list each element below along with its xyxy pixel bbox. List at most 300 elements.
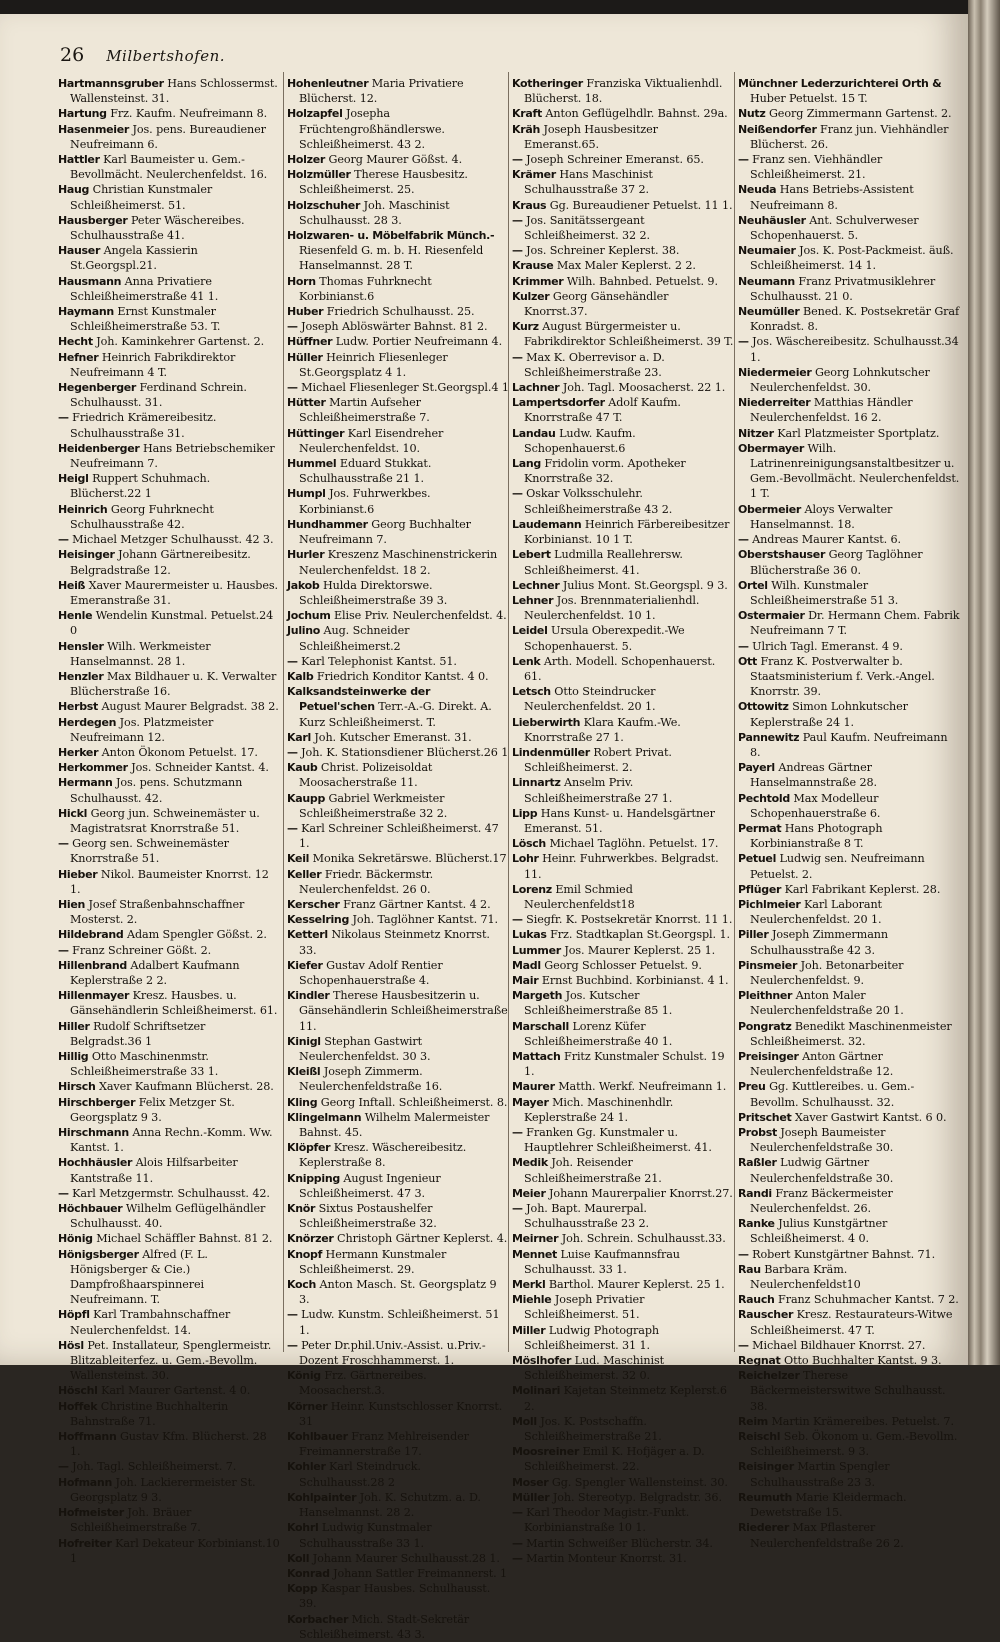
entry-surname: Niederreiter xyxy=(738,396,811,410)
entry-surname: Ostermaier xyxy=(738,609,805,623)
directory-entry xyxy=(287,517,509,547)
entry-details: Joh. Tagl. Schleißheimerst. 7. xyxy=(72,1460,237,1474)
entry-surname: Hillenmayer xyxy=(58,989,130,1003)
entry-details: Hans Maschinist Schulhausstraße 37 2. xyxy=(524,168,653,197)
directory-entry xyxy=(738,502,960,532)
directory-entry xyxy=(512,122,734,152)
entry-surname: Kohler xyxy=(287,1460,326,1474)
entry-surname: Letsch xyxy=(512,685,551,699)
directory-entry xyxy=(287,1064,509,1094)
entry-surname: Rauch xyxy=(738,1293,775,1307)
entry-details: Simon Lohnkutscher Keplerstraße 24 1. xyxy=(750,700,908,729)
entry-details: Franz Schreiner Gößt. 2. xyxy=(72,943,212,957)
directory-entry xyxy=(58,1049,280,1079)
directory-entry xyxy=(58,1201,280,1231)
directory-entry xyxy=(738,1307,960,1337)
directory-entry xyxy=(512,1247,734,1277)
directory-entry xyxy=(738,958,960,988)
directory-entry xyxy=(738,1520,960,1550)
directory-entry xyxy=(287,1520,509,1550)
entry-surname: Rau xyxy=(738,1262,761,1276)
entry-details: Hermann Kunstmaler Schleißheimerst. 29. xyxy=(299,1247,447,1276)
directory-entry xyxy=(512,1353,734,1383)
entry-details: Alois Hilfsarbeiter Kantstraße 11. xyxy=(70,1156,238,1185)
entry-details: Joseph Privatier Schleißheimerst. 51. xyxy=(524,1293,645,1322)
directory-entry xyxy=(287,152,509,167)
entry-details: Gabriel Werkmeister Schleißheimerstraße 32 2. xyxy=(299,791,448,820)
entry-surname: Konrad xyxy=(287,1566,330,1580)
entry-details: Robert Privat. Schleißheimerst. 2. xyxy=(524,745,672,775)
entry-surname: Müller xyxy=(512,1490,550,1504)
entry-surname: Holzschuher xyxy=(287,198,361,212)
entry-details: Barbara Kräm. Neulerchenfeldst10 xyxy=(750,1262,861,1292)
directory-entry xyxy=(287,867,509,897)
entry-surname: — xyxy=(512,213,523,227)
entry-details: Joseph Ablöswärter Bahnst. 81 2. xyxy=(301,320,488,334)
directory-entry xyxy=(58,760,280,775)
directory-entry xyxy=(58,1186,280,1201)
entry-surname: Knipping xyxy=(287,1171,340,1185)
entry-surname: Neumaier xyxy=(738,244,796,258)
entry-surname: Raßler xyxy=(738,1156,777,1170)
directory-entry xyxy=(738,1125,960,1155)
entry-details: Jos. Brennmaterialienhdl. Neulerchenfeldst. 10 1. xyxy=(524,593,700,623)
directory-entry xyxy=(287,395,509,425)
entry-details: Wilhelm Malermeister Bahnst. 45. xyxy=(299,1110,490,1140)
directory-entry xyxy=(58,76,280,106)
entry-surname: Marschall xyxy=(512,1019,569,1033)
entry-details: Franz Mehlreisender Freimannerstraße 17. xyxy=(299,1430,469,1459)
directory-entry xyxy=(287,654,509,669)
entry-surname: Hegenberger xyxy=(58,381,137,395)
directory-entry xyxy=(738,122,960,152)
entry-surname: Ottowitz xyxy=(738,700,789,714)
entry-surname: Probst xyxy=(738,1126,777,1140)
entry-details: Xaver Kaufmann Blücherst. 28. xyxy=(98,1080,274,1094)
directory-entry xyxy=(58,775,280,805)
directory-entry xyxy=(512,943,734,958)
entry-details: Christian Kunstmaler Schleißheimerst. 51. xyxy=(70,183,213,212)
entry-surname: Randi xyxy=(738,1186,772,1200)
entry-details: Karl Steindruck. Schulhausst.28 2 xyxy=(299,1460,421,1489)
entry-details: Ruppert Schuhmach. Blücherst.22 1 xyxy=(70,472,211,501)
entry-details: Martin Monteur Knorrst. 31. xyxy=(526,1551,687,1565)
entry-surname: Meirner xyxy=(512,1232,559,1246)
entry-surname: Jakob xyxy=(287,578,320,592)
directory-entry xyxy=(287,76,509,106)
entry-details: Kreszenz Maschinenstrickerin Neulerchenfeldst. 18 2. xyxy=(299,548,498,577)
directory-entry xyxy=(287,669,509,684)
entry-details: Gg. Bureaudiener Petuelst. 11 1. xyxy=(549,198,733,212)
entry-details: Kresz. Hausbes. u. Gänsehändlerin Schleißheimerst. 61. xyxy=(70,989,278,1018)
entry-details: Jos. Sanitätssergeant Schleißheimerst. 32 2. xyxy=(524,213,650,243)
entry-surname: — xyxy=(287,745,298,759)
entry-details: Joh. Bräuer Schleißheimerstraße 7. xyxy=(70,1506,201,1535)
directory-entry xyxy=(58,547,280,577)
directory-entry xyxy=(512,258,734,273)
entry-surname: Holzapfel xyxy=(287,107,343,121)
directory-entry xyxy=(512,1551,734,1566)
directory-entry xyxy=(287,1581,509,1611)
directory-entry xyxy=(512,1079,734,1094)
entry-surname: Kulzer xyxy=(512,289,550,303)
page-number: 26 xyxy=(60,44,85,66)
entry-details: Hans Schlossermst. Wallensteinst. 31. xyxy=(70,77,278,106)
directory-entry xyxy=(738,760,960,790)
entry-details: Anton Geflügelhdlr. Bahnst. 29a. xyxy=(545,107,728,121)
entry-details: Franziska Viktualienhdl. Blücherst. 18. xyxy=(524,77,723,106)
entry-details: Jos. pens. Schutzmann Schulhausst. 42. xyxy=(70,776,243,805)
entry-details: Karl Trambahnschaffner Neulerchenfeldst. 14. xyxy=(70,1308,231,1337)
entry-details: Karl Platzmeister Sportplatz. xyxy=(777,426,940,440)
directory-entry xyxy=(738,1247,960,1262)
entry-surname: Lampertsdorfer xyxy=(512,396,605,410)
directory-entry xyxy=(58,927,280,942)
entry-surname: Hartmannsgruber xyxy=(58,77,164,90)
directory-entry xyxy=(512,486,734,516)
entry-surname: Obermayer xyxy=(738,441,805,455)
entry-details: Therese Bäckermeisterswitwe Schulhausst. 38. xyxy=(750,1369,946,1413)
entry-details: Joh. Lackierermeister St. Georgsplatz 9 3. xyxy=(70,1475,256,1504)
entry-surname: — xyxy=(512,1551,523,1565)
directory-entry xyxy=(287,988,509,1034)
entry-surname: Pongratz xyxy=(738,1019,792,1033)
entry-surname: Permat xyxy=(738,821,782,835)
entry-surname: — xyxy=(738,1247,749,1261)
entry-details: Ferdinand Schrein. Schulhausst. 31. xyxy=(70,381,247,410)
directory-entry xyxy=(58,806,280,836)
entry-surname: Hurler xyxy=(287,548,325,562)
entry-details: Dr. Hermann Chem. Fabrik Neufreimann 7 T. xyxy=(750,609,960,638)
directory-entry xyxy=(58,988,280,1018)
directory-entry xyxy=(287,274,509,304)
entry-surname: Pechtold xyxy=(738,791,790,805)
entry-details: Anton Gärtner Neulerchenfeldstraße 12. xyxy=(750,1050,894,1079)
directory-entry xyxy=(512,927,734,942)
entry-surname: Ketterl xyxy=(287,928,328,942)
directory-entry xyxy=(738,106,960,121)
entry-surname: Ranke xyxy=(738,1217,775,1231)
directory-entry xyxy=(738,426,960,441)
entry-details: Ludw. Kunstm. Schleißheimerst. 51 1. xyxy=(299,1308,500,1337)
entry-details: Georg jun. Schweinemäster u. Magistratsrat Knorrstraße 51. xyxy=(70,806,260,835)
entry-surname: — xyxy=(287,1308,298,1322)
directory-entry xyxy=(738,1338,960,1353)
entry-surname: Mattach xyxy=(512,1050,561,1063)
entry-surname: Herdegen xyxy=(58,715,117,729)
entry-details: Wilhelm Geflügelhändler Schulhausst. 40. xyxy=(70,1202,266,1231)
directory-entry xyxy=(287,623,509,653)
directory-entry xyxy=(58,122,280,152)
entry-details: Hulda Direktorswe. Schleißheimerstraße 39 3. xyxy=(299,578,448,607)
entry-surname: Hildebrand xyxy=(58,928,124,942)
entry-surname: Lummer xyxy=(512,943,561,957)
entry-surname: — xyxy=(58,533,69,547)
entry-surname: Neumann xyxy=(738,274,795,288)
directory-entry xyxy=(58,699,280,714)
entry-surname: Hieber xyxy=(58,867,98,881)
entry-surname: Kohrl xyxy=(287,1521,319,1535)
directory-entry xyxy=(287,380,509,395)
entry-surname: — xyxy=(58,837,69,851)
directory-entry xyxy=(287,456,509,486)
directory-entry xyxy=(287,1338,509,1368)
directory-entry xyxy=(287,1459,509,1489)
entry-details: Ludw. Kaufm. Schopenhauerst.6 xyxy=(524,426,636,455)
entry-surname: Oberstshauser xyxy=(738,548,826,562)
directory-entry xyxy=(287,730,509,745)
entry-surname: Hirschmann xyxy=(58,1126,129,1140)
entry-details: Friedrich Konditor Kantst. 4 0. xyxy=(316,669,489,683)
entry-details: Seb. Ökonom u. Gem.-Bevollm. Schleißheimerst. 9 3. xyxy=(750,1430,958,1459)
entry-surname: — xyxy=(512,487,523,501)
entry-details: Joh. Stereotyp. Belgradstr. 36. xyxy=(552,1490,722,1504)
entry-surname: Körner xyxy=(287,1399,328,1413)
entry-details: Ludmilla Reallehrersw. Schleißheimerst. 41. xyxy=(524,548,683,577)
entry-details: Karl Telephonist Kantst. 51. xyxy=(301,654,457,668)
entry-surname: — xyxy=(738,335,749,349)
directory-entry xyxy=(738,882,960,897)
directory-entry xyxy=(58,943,280,958)
entry-surname: Kleißl xyxy=(287,1065,321,1079)
entry-details: Max K. Oberrevisor a. D. Schleißheimerstraße 23. xyxy=(524,350,665,379)
entry-surname: Knopf xyxy=(287,1247,323,1261)
entry-details: Jos. Fuhrwerkbes. Korbinianst.6 xyxy=(299,487,431,516)
directory-entry xyxy=(512,1292,734,1322)
entry-surname: Moser xyxy=(512,1475,549,1489)
directory-entry xyxy=(287,958,509,988)
entry-surname: — xyxy=(738,1338,749,1352)
entry-surname: Moosreiner xyxy=(512,1445,579,1459)
entry-details: Christoph Gärtner Keplerst. 4. xyxy=(337,1232,508,1246)
directory-entry xyxy=(512,456,734,486)
entry-surname: Medik xyxy=(512,1156,548,1170)
directory-entry xyxy=(512,289,734,319)
directory-entry xyxy=(58,334,280,349)
entry-details: Pet. Installateur, Spenglermeistr. Blitzableiterfez. u. Gem.-Bevollm. Wallensteinst. 30. xyxy=(70,1338,272,1383)
entry-surname: Pinsmeier xyxy=(738,958,798,972)
entry-details: Bened. K. Postsekretär Graf Konradst. 8. xyxy=(750,305,960,334)
entry-details: Max Bildhauer u. K. Verwalter Blücherstraße 16. xyxy=(70,669,277,699)
entry-surname: Horn xyxy=(287,274,316,288)
entry-details: Heinr. Kunstschlosser Knorrst. 31 xyxy=(299,1399,503,1428)
directory-entry xyxy=(738,395,960,425)
entry-details: Jos. Kutscher Schleißheimerstraße 85 1. xyxy=(524,989,673,1018)
entry-surname: Klingelmann xyxy=(287,1110,362,1124)
entry-details: Heinrich Färbereibesitzer Korbinianst. 10 1 T. xyxy=(524,517,730,547)
directory-entry xyxy=(512,1049,734,1079)
entry-surname: Reischl xyxy=(738,1430,781,1444)
entry-surname: Kraus xyxy=(512,198,547,212)
entry-details: Alfred (F. L. Hönigsberger & Cie.) Dampfroßhaarspinnerei Neufreimann. T. xyxy=(70,1247,208,1307)
entry-surname: Kaupp xyxy=(287,791,326,805)
entry-surname: Krämer xyxy=(512,168,556,182)
entry-surname: Kohlbauer xyxy=(287,1430,348,1444)
entry-details: Franz Gärtner Kantst. 4 2. xyxy=(343,897,491,911)
directory-entry xyxy=(512,1383,734,1413)
directory-entry xyxy=(738,1490,960,1520)
directory-entry xyxy=(58,1079,280,1094)
directory-entry xyxy=(58,608,280,638)
entry-surname: Maurer xyxy=(512,1080,555,1094)
entry-surname: Neumüller xyxy=(738,305,800,319)
directory-entry xyxy=(512,958,734,973)
entry-surname: — xyxy=(287,1338,298,1352)
entry-details: Joh. K. Stationsdiener Blücherst.26 1 xyxy=(301,745,509,759)
directory-entry xyxy=(58,1475,280,1505)
entry-details: Wilh. Latrinenreinigungsanstaltbesitzer u. Gem.-Bevollmächt. Neulerchenfeldst. 1 T. xyxy=(750,441,960,501)
entry-details: August Bürgermeister u. Fabrikdirektor Schleißheimerst. 39 T. xyxy=(524,320,734,349)
directory-entry xyxy=(512,851,734,881)
entry-details: Joseph Baumeister Neulerchenfeldstraße 30. xyxy=(750,1126,894,1155)
directory-entry xyxy=(287,228,509,274)
entry-surname: Reim xyxy=(738,1414,768,1428)
directory-entry xyxy=(512,547,734,577)
directory-entry xyxy=(738,730,960,760)
entry-details: Heinrich Fliesenleger St.Georgsplatz 4 1. xyxy=(299,350,448,379)
entry-details: Heinrich Fabrikdirektor Neufreimann 4 T. xyxy=(70,350,236,379)
entry-surname: Riederer xyxy=(738,1521,789,1535)
entry-surname: Holzmüller xyxy=(287,168,351,182)
directory-entry xyxy=(512,973,734,988)
entry-surname: Miller xyxy=(512,1323,546,1337)
directory-entry xyxy=(287,851,509,866)
directory-entry xyxy=(287,1110,509,1140)
entry-details: Anton Ökonom Petuelst. 17. xyxy=(101,745,258,759)
entry-surname: Haug xyxy=(58,183,90,197)
entry-details: Josef Straßenbahnschaffner Mosterst. 2. xyxy=(70,897,245,927)
entry-details: Fridolin vorm. Apotheker Knorrstraße 32. xyxy=(524,457,686,486)
entry-details: Martin Schweißer Blücherstr. 34. xyxy=(526,1536,713,1550)
entry-surname: Heigl xyxy=(58,472,89,486)
entry-details: Aloys Verwalter Hanselmannst. 18. xyxy=(750,502,893,531)
directory-entry xyxy=(738,821,960,851)
directory-entry xyxy=(287,1140,509,1170)
directory-entry xyxy=(512,380,734,395)
scan-top-edge xyxy=(0,0,1000,14)
directory-entry xyxy=(287,745,509,760)
directory-entry xyxy=(738,365,960,395)
book-edge xyxy=(968,0,1000,1365)
column-divider xyxy=(283,72,284,1352)
entry-surname: Huber xyxy=(287,305,324,319)
entry-details: Karl Laborant Neulerchenfeldst. 20 1. xyxy=(750,897,882,927)
entry-details: Ludwig sen. Neufreimann Petuelst. 2. xyxy=(750,852,925,881)
entry-details: Georg Zimmermann Gartenst. 2. xyxy=(768,107,952,121)
entry-details: Paul Kaufm. Neufreimann 8. xyxy=(750,730,948,759)
directory-entry xyxy=(58,441,280,471)
entry-surname: Leidel xyxy=(512,624,548,638)
entry-surname: — xyxy=(58,943,69,957)
directory-entry xyxy=(512,1231,734,1246)
entry-surname: Korbacher xyxy=(287,1612,349,1626)
entry-details: Aug. Schneider Schleißheimerst.2 xyxy=(299,624,410,653)
entry-details: Martin Spengler Schulhausstraße 23 3. xyxy=(750,1460,890,1489)
entry-details: Heinr. Fuhrwerkbes. Belgradst. 11. xyxy=(524,852,719,881)
directory-entry xyxy=(287,486,509,516)
directory-entry xyxy=(512,684,734,714)
entry-surname: Mair xyxy=(512,973,539,987)
entry-details: Josepha Früchtengroßhändlerswe. Schleißheimerst. 43 2. xyxy=(299,107,445,151)
entry-surname: Hofmann xyxy=(58,1475,112,1489)
entry-surname: Moll xyxy=(512,1414,537,1428)
directory-entry xyxy=(58,578,280,608)
entry-surname: Knörzer xyxy=(287,1232,334,1246)
directory-entry xyxy=(58,1231,280,1246)
directory-entry xyxy=(738,1459,960,1489)
entry-details: Adolf Kaufm. Knorrstraße 47 T. xyxy=(524,396,681,425)
entry-surname: Preisinger xyxy=(738,1050,799,1063)
entry-details: Gg. Kuttlereibes. u. Gem.-Bevollm. Schulhausst. 32. xyxy=(750,1080,915,1109)
directory-entry xyxy=(58,1155,280,1185)
entry-surname: Lachner xyxy=(512,381,560,395)
entry-details: Therese Hausbesitz. Schleißheimerst. 25. xyxy=(299,168,468,197)
entry-details: Jos. Wäschereibesitz. Schulhausst.34 1. xyxy=(750,335,959,364)
directory-entry xyxy=(287,350,509,380)
entry-surname: Pleithner xyxy=(738,989,793,1003)
entry-details: Michael Schäffler Bahnst. 81 2. xyxy=(96,1232,273,1246)
entry-surname: Heinrich xyxy=(58,502,108,516)
directory-entry xyxy=(738,1079,960,1109)
directory-entry xyxy=(58,836,280,866)
entry-details: Otto Buchhalter Kantst. 9 3. xyxy=(784,1354,942,1368)
entry-surname: Hoffek xyxy=(58,1399,98,1413)
entry-surname: Molinari xyxy=(512,1384,561,1398)
directory-entry xyxy=(512,350,734,380)
entry-details: Georg Buchhalter Neufreimann 7. xyxy=(299,517,471,547)
entry-details: Sixtus Postaushelfer Schleißheimerstraße 32. xyxy=(299,1202,437,1231)
entry-details: Arth. Modell. Schopenhauerst. 61. xyxy=(524,654,716,683)
entry-surname: Lindenmüller xyxy=(512,745,590,759)
entry-surname: Hirsch xyxy=(58,1080,96,1094)
entry-details: Karl Metzgermstr. Schulhausst. 42. xyxy=(72,1186,270,1200)
entry-surname: Hummel xyxy=(287,457,337,471)
entry-surname: Lieberwirth xyxy=(512,715,581,729)
directory-entry xyxy=(287,1399,509,1429)
entry-details: Georg Lohnkutscher Neulerchenfeldst. 30. xyxy=(750,365,930,395)
entry-details: Joh. Bapt. Maurerpal. Schulhausstraße 23 2. xyxy=(524,1202,650,1231)
entry-surname: Kesselring xyxy=(287,913,350,927)
entry-details: Riesenfeld G. m. b. H. Riesenfeld Hanselmannst. 28 T. xyxy=(299,244,484,273)
entry-details: Luise Kaufmannsfrau Schulhausst. 33 1. xyxy=(524,1247,680,1276)
directory-entry xyxy=(512,426,734,456)
entry-surname: Hartung xyxy=(58,107,107,121)
entry-details: Christine Buchhalterin Bahnstraße 71. xyxy=(70,1399,229,1428)
entry-surname: Haymann xyxy=(58,305,114,319)
entry-surname: Koll xyxy=(287,1551,310,1565)
entry-surname: Jochum xyxy=(287,609,331,623)
directory-entry xyxy=(512,1019,734,1049)
entry-surname: Holzer xyxy=(287,153,326,167)
entry-surname: Höschl xyxy=(58,1384,98,1398)
entry-details: Jos. Platzmeister Neufreimann 12. xyxy=(70,715,214,744)
entry-details: August Maurer Belgradst. 38 2. xyxy=(101,700,279,714)
entry-surname: Lehner xyxy=(512,593,554,607)
directory-entry xyxy=(58,1125,280,1155)
entry-surname: Kling xyxy=(287,1095,318,1109)
entry-details: Christ. Polizeisoldat Moosacherstraße 11. xyxy=(299,761,433,790)
entry-details: Lud. Maschinist Schleißheimerst. 32 0. xyxy=(524,1354,665,1383)
entry-details: Joh. Kaminkehrer Gartenst. 2. xyxy=(96,335,265,349)
entry-details: Therese Hausbesitzerin u. Gänsehändlerin Schleißheimerstraße 11. xyxy=(299,989,508,1033)
entry-details: Frz. Gärtnereibes. Moosacherst.3. xyxy=(299,1369,427,1398)
directory-entry xyxy=(512,1323,734,1353)
directory-entry xyxy=(287,912,509,927)
directory-entry xyxy=(512,578,734,593)
directory-column-2 xyxy=(287,76,509,1641)
entry-details: Angela Kassierin St.Georgspl.21. xyxy=(70,244,198,273)
directory-entry xyxy=(512,1414,734,1444)
